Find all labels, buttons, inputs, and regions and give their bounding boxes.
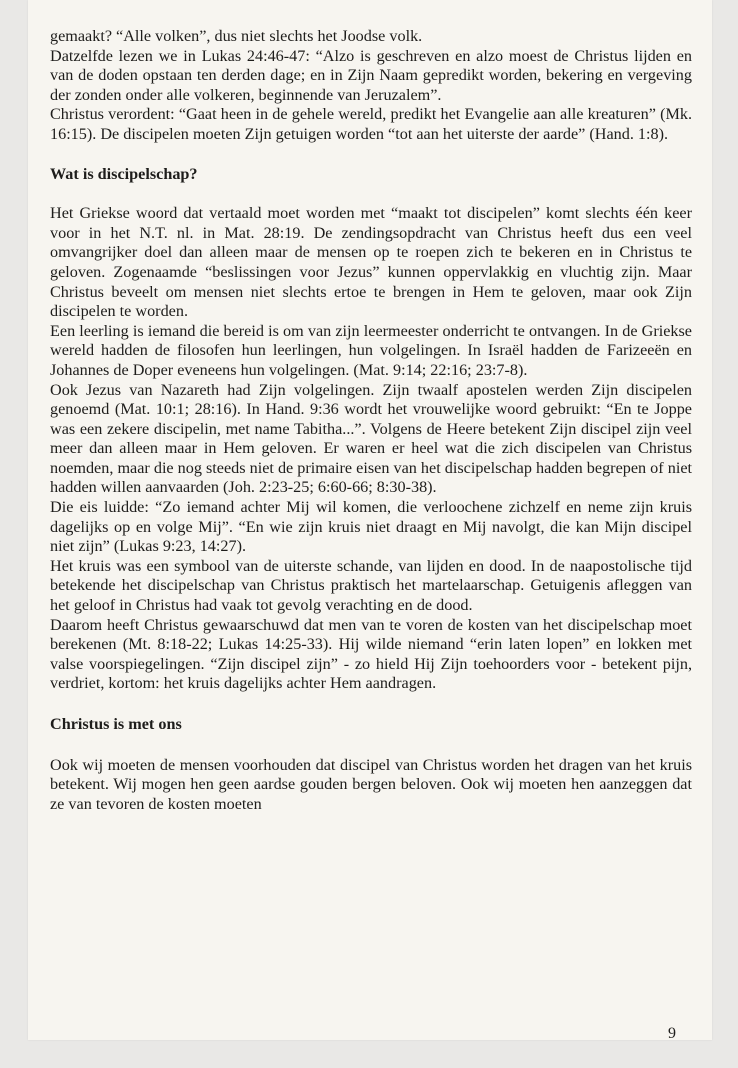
intro-paragraph-1: gemaakt? “Alle volken”, dus niet slechts het Joodse volk.	[50, 27, 423, 45]
section2-paragraph-1: Ook wij moeten de mensen voorhouden dat discipel van Christus worden het dragen van het kruis betekent. Wij mogen hen geen aardse gouden bergen beloven. Ook wij moeten hen aanzeggen dat ze van tevoren de kosten moeten	[50, 755, 692, 813]
section1-paragraph-6: Daarom heeft Christus gewaarschuwd dat men van te voren de kosten van het discipelschap moet berekenen (Mt. 8:18-22; Lukas 14:25-33). Hij wilde niemand “erin laten lopen” en lokken met valse voorspiegelingen. “Zijn discipel zijn” - zo hield Hij Zijn toehoorders voor - betekent pijn, verdriet, kortom: het kruis dagelijks achter Hem aandragen.	[50, 615, 692, 693]
section1-paragraph-3: Ook Jezus van Nazareth had Zijn volgelingen. Zijn twaalf apostelen werden Zijn discipelen genoemd (Mat. 10:1; 28:16). In Hand. 9:36 wordt het vrouwelijke woord gebruikt: “En te Joppe was een zekere discipelin, met name Tabitha...”. Volgens de Heere betekent Zijn discipel zijn veel meer dan alleen maar in Hem geloven. Er waren er heel wat die zich discipelen van Christus noemden, maar die nog steeds niet de primaire eisen van het discipelschap hadden begrepen of niet hadden willen aanvaarden (Joh. 2:23-25; 6:60-66; 8:30-38).	[50, 380, 692, 497]
intro-paragraph-3: Christus verordent: “Gaat heen in de gehele wereld, predikt het Evangelie aan alle kreaturen” (Mk. 16:15). De discipelen moeten Zijn getuigen worden “tot aan het uiterste der aarde” (Hand. 1:8).	[50, 105, 692, 143]
section1-paragraph-1: Het Griekse woord dat vertaald moet worden met “maakt tot discipelen” komt slechts één keer voor in het N.T. nl. in Mat. 28:19. De zendingsopdracht van Christus heeft dus een veel omvangrijker doel dan alleen maar de mensen op te roepen zich te bekeren en in Christus te geloven. Zogenaamde “beslissingen voor Jezus” kunnen oppervlakkig en vluchtig zijn. Maar Christus beveelt om mensen niet slechts ertoe te brengen in Hem te geloven, maar ook Zijn discipelen te worden.	[50, 204, 692, 321]
section1-paragraph-2: Een leerling is iemand die bereid is om van zijn leermeester onderricht te ontvangen. In de Griekse wereld hadden de filosofen hun leerlingen, hun volgelingen. In Israël hadden de Farizeeën en Johannes de Doper eveneens hun volgelingen. (Mat. 9:14; 22:16; 23:7-8).	[50, 321, 692, 379]
section-heading-christus-met-ons: Christus is met ons	[50, 715, 182, 733]
book-page	[28, 0, 712, 1040]
page-number: 9	[668, 1025, 676, 1042]
intro-paragraph-2: Datzelfde lezen we in Lukas 24:46-47: “Alzo is geschreven en alzo moest de Christus lijden en van de doden opstaan ten derden dage; en in Zijn Naam gepredikt worden, bekering en vergeving der zonden onder alle volkeren, beginnende van Jeruzalem”.	[50, 46, 692, 104]
section1-paragraph-4: Die eis luidde: “Zo iemand achter Mij wil komen, die verloochene zichzelf en neme zijn kruis dagelijks op en volge Mij”. “En wie zijn kruis niet draagt en Mij navolgt, die kan Mijn discipel niet zijn” (Lukas 9:23, 14:27).	[50, 498, 692, 556]
section1-paragraph-5: Het kruis was een symbool van de uiterste schande, van lijden en dood. In de naapostolische tijd betekende het discipelschap van Christus praktisch het martelaarschap. Getuigenis afleggen van het geloof in Christus had vaak tot gevolg verachting en de dood.	[50, 556, 692, 615]
page-body	[50, 27, 692, 814]
section-heading-discipelschap: Wat is discipelschap?	[50, 164, 198, 183]
